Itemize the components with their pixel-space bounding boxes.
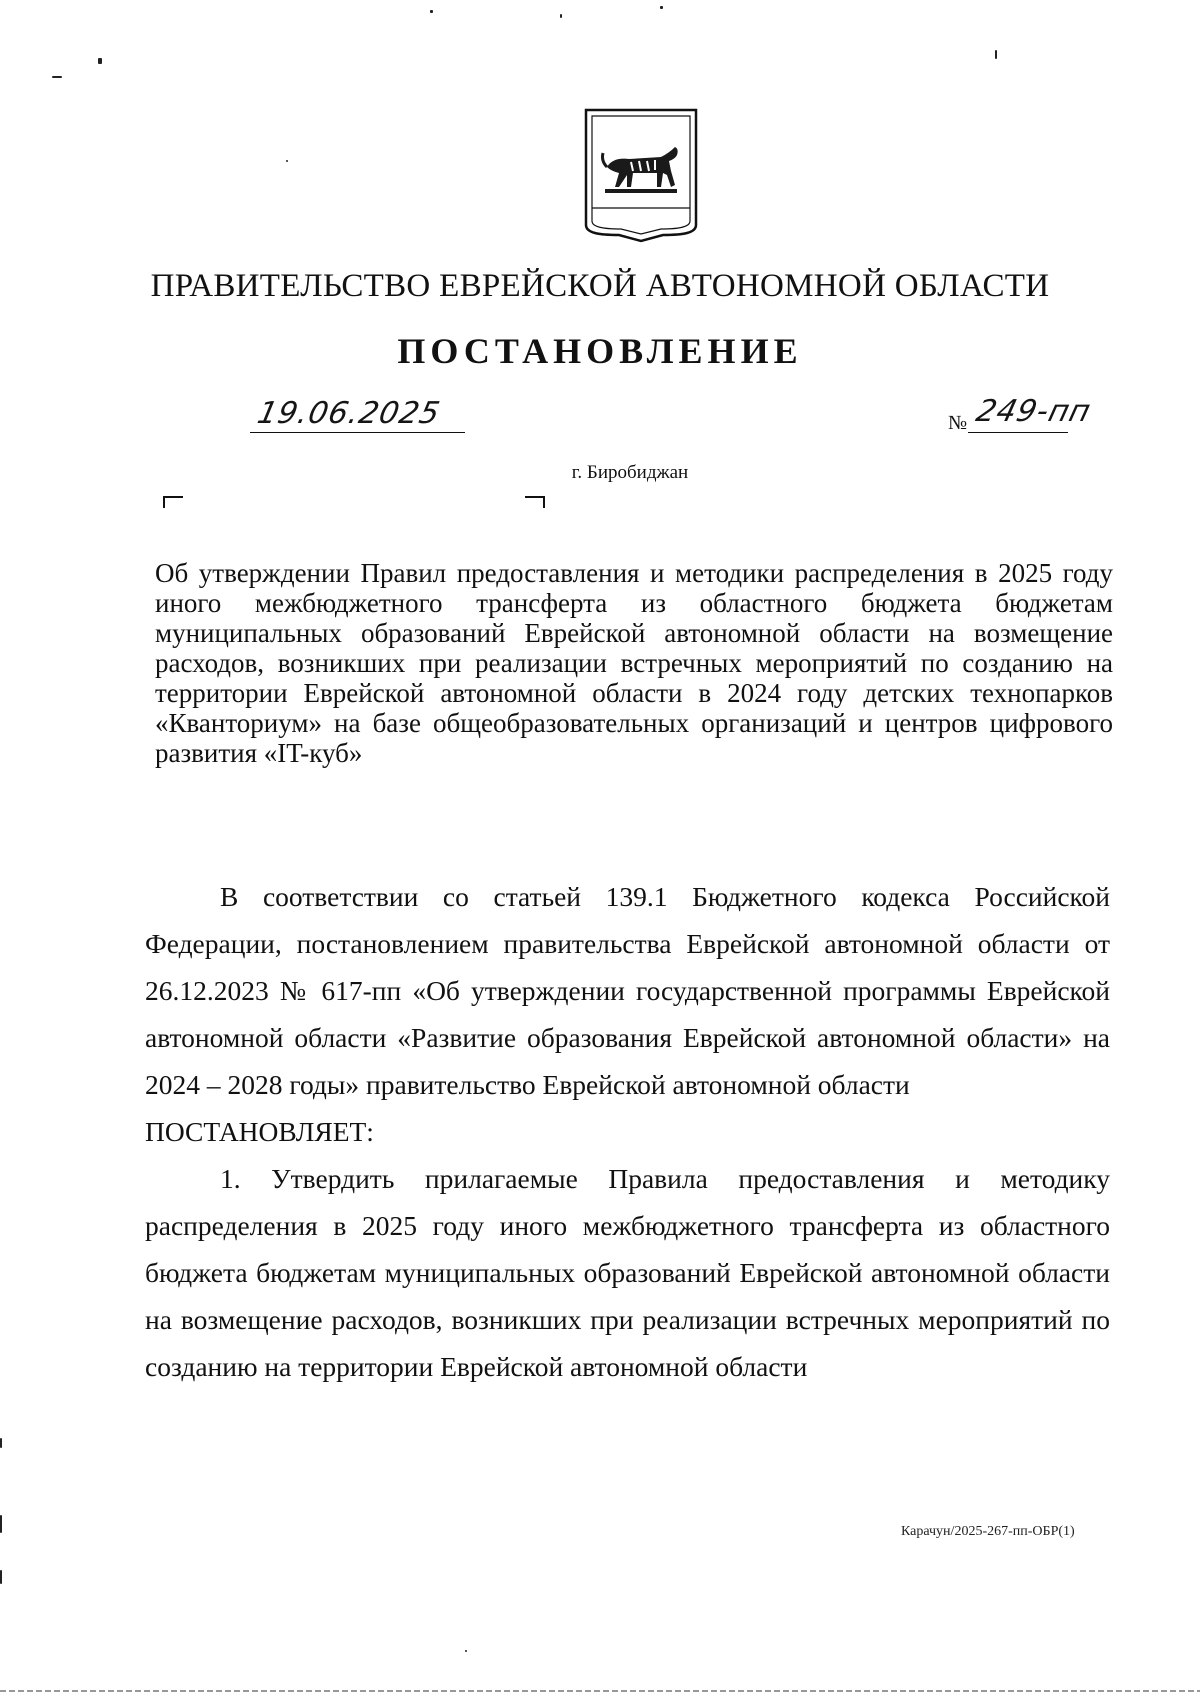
preamble-paragraph: В соответствии со статьей 139.1 Бюджетного кодекса Российской Федерации, постановлением правительства Еврейской автономной области от 26.12.2023 № 617-пп «Об утверждении государственной программы Еврейской автономной области «Развитие образования Еврейской автономной области» на 2024 – 2028 годы» правительство Еврейской автономной области [145, 881, 1110, 1100]
resolves-heading: ПОСТАНОВЛЯЕТ: [145, 1116, 374, 1147]
number-label: № [948, 412, 968, 434]
number-underline [968, 432, 1068, 433]
document-number: 249-пп [972, 394, 1095, 429]
scan-speck [98, 58, 102, 64]
scan-speck [52, 76, 62, 78]
scan-speck [430, 10, 433, 13]
scan-speck [465, 1650, 467, 1652]
scan-edge [0, 1690, 1200, 1692]
scan-speck [560, 14, 562, 18]
scan-speck [995, 50, 997, 59]
scan-speck [0, 1515, 2, 1533]
document-subject: Об утверждении Правил предоставления и методики распределения в 2025 году иного межбюджетного трансферта из областного бюджета бюджетам муниципальных образований Еврейской автономной области на возмещение расходов, возникших при реализации встречных мероприятий по созданию на территории Еврейской автономной области в 2024 году детских технопарков «Кванториум» на базе общеобразовательных организаций и центров цифрового развития «IT-куб» [155, 558, 1113, 768]
scan-speck [0, 1570, 2, 1584]
document-type: ПОСТАНОВЛЕНИЕ [397, 331, 803, 371]
item-1-paragraph: 1. Утвердить прилагаемые Правила предоставления и методику распределения в 2025 году иного межбюджетного трансферта из областного бюджета бюджетам муниципальных образований Еврейской автономной области на возмещение расходов, возникших при реализации встречных мероприятий по созданию на территории Еврейской автономной области [145, 1163, 1110, 1382]
coat-of-arms-tiger-icon [583, 107, 699, 243]
organization-name: ПРАВИТЕЛЬСТВО ЕВРЕЙСКОЙ АВТОНОМНОЙ ОБЛАСТИ [150, 268, 1050, 304]
scan-speck [0, 1438, 2, 1448]
scan-speck [286, 160, 288, 162]
subject-bracket-left [163, 496, 183, 508]
document-date: 19.06.2025 [254, 396, 444, 431]
scan-speck [660, 6, 663, 9]
date-underline [250, 432, 465, 433]
document-code: Карачун/2025-267-пп-ОБР(1) [901, 1524, 1075, 1539]
city: г. Биробиджан [571, 462, 689, 483]
subject-bracket-right [525, 496, 545, 508]
